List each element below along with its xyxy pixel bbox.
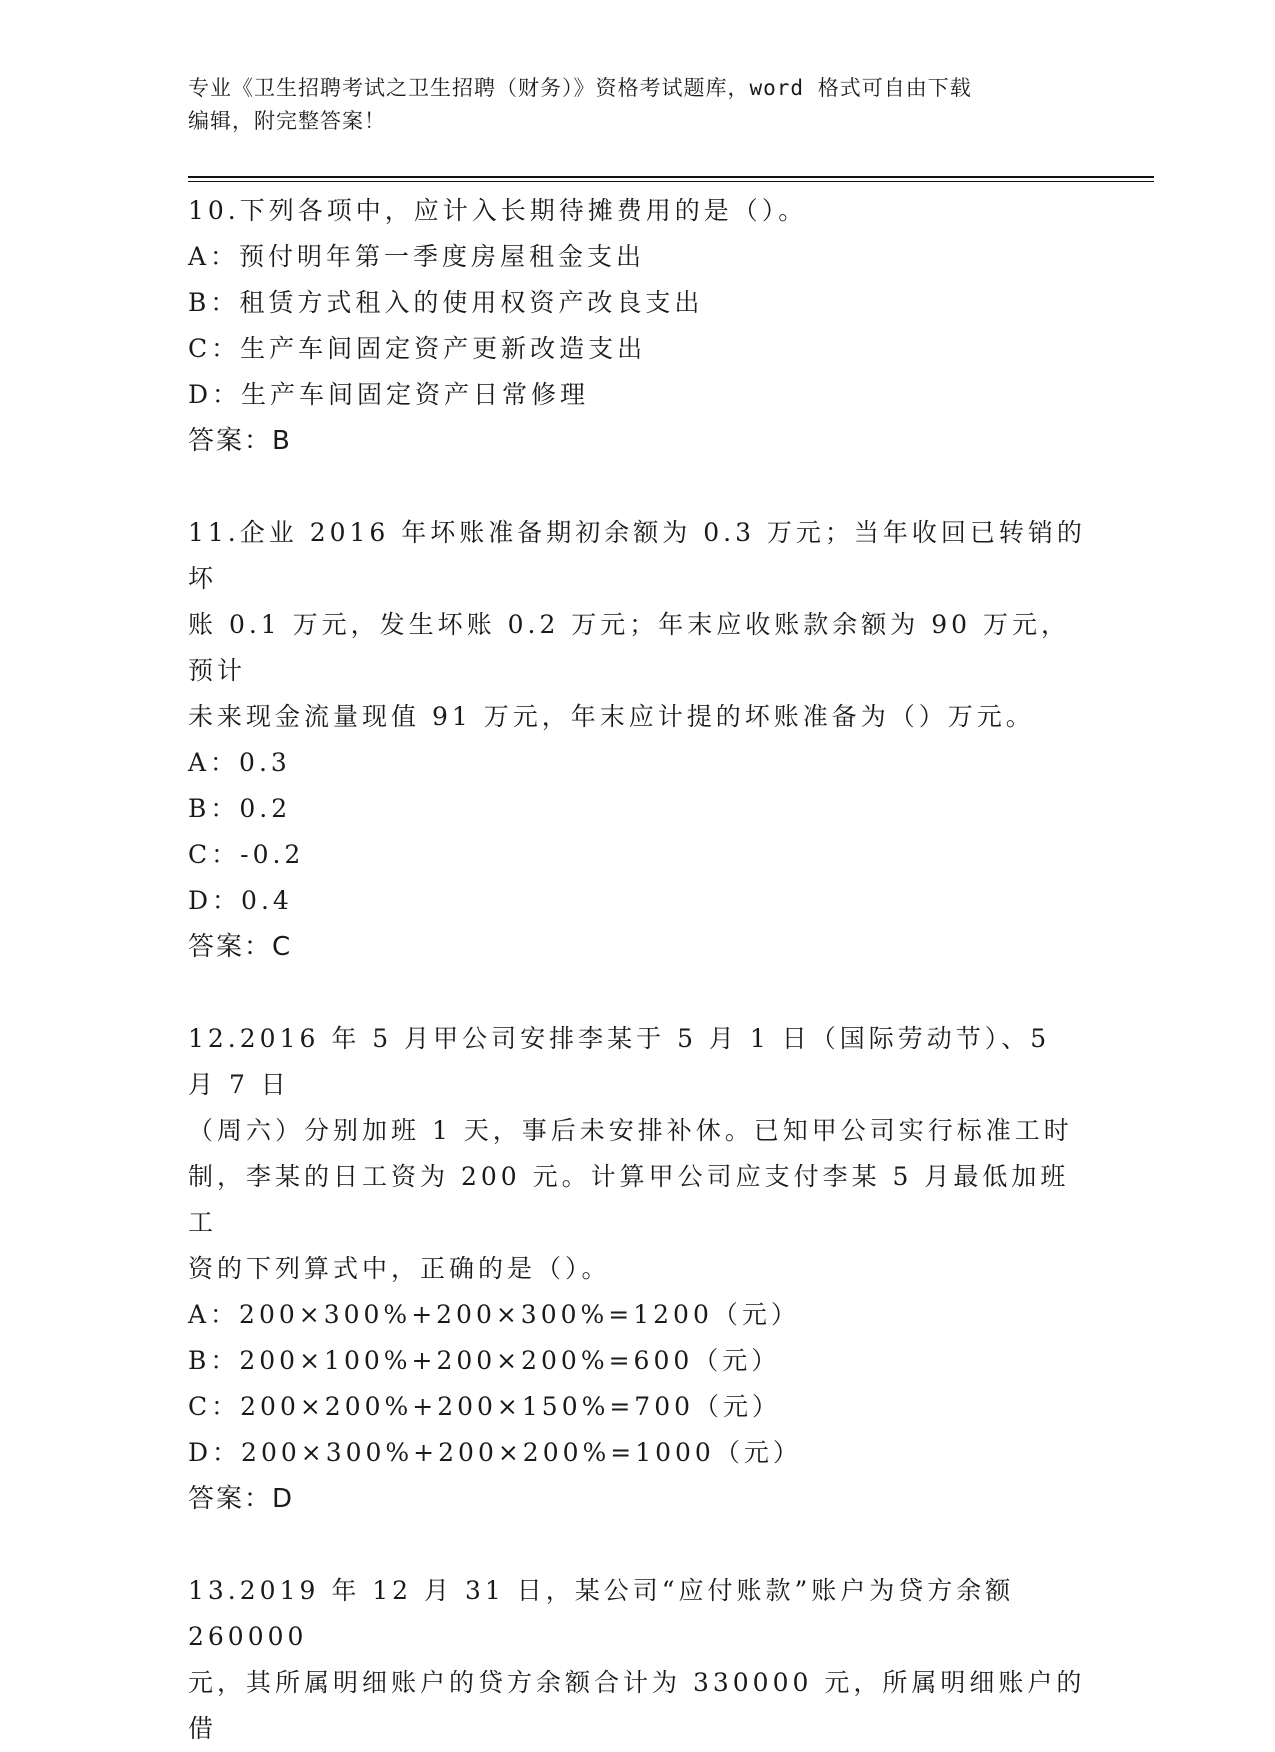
header-line-1: 专业《卫生招聘考试之卫生招聘（财务）》资格考试题库，word 格式可自由下载 — [188, 76, 972, 100]
question-12 — [188, 1016, 1088, 1522]
question-stem-line: 未来现金流量现值 91 万元，年末应计提的坏账准备为（）万元。 — [188, 702, 1035, 731]
question-stem-line: 10.下列各项中，应计入长期待摊费用的是（）。 — [188, 196, 808, 225]
question-11 — [188, 510, 1088, 970]
option-b: B：租赁方式租入的使用权资产改良支出 — [188, 288, 704, 317]
question-stem-line: 13.2019 年 12 月 31 日，某公司“应付账款”账户为贷方余额 260000 — [188, 1576, 1015, 1651]
question-stem-line: （周六）分别加班 1 天，事后未安排补休。已知甲公司实行标准工时 — [188, 1116, 1073, 1145]
question-stem-line: 资的下列算式中，正确的是（）。 — [188, 1254, 611, 1283]
question-10 — [188, 188, 1088, 464]
question-spacer — [188, 464, 1088, 510]
question-stem-line: 11.企业 2016 年坏账准备期初余额为 0.3 万元；当年收回已转销的坏 — [188, 518, 1086, 593]
option-c: C：200×200%+200×150%=700（元） — [188, 1392, 782, 1421]
question-stem-line: 元，其所属明细账户的贷方余额合计为 330000 元，所属明细账户的借 — [188, 1668, 1086, 1743]
option-a: A：200×300%+200×300%=1200（元） — [188, 1300, 800, 1329]
option-c: C：-0.2 — [188, 840, 305, 869]
question-13 — [188, 1568, 1088, 1752]
header-line-2: 编辑，附完整答案！ — [188, 109, 386, 133]
option-a: A：预付明年第一季度房屋租金支出 — [188, 242, 646, 271]
option-a: A：0.3 — [188, 748, 291, 777]
option-c: C：生产车间固定资产更新改造支出 — [188, 334, 647, 363]
option-b: B：200×100%+200×200%=600（元） — [188, 1346, 781, 1375]
question-spacer — [188, 970, 1088, 1016]
question-spacer — [188, 1522, 1088, 1568]
answer-line: 答案：B — [188, 426, 292, 456]
document-header — [188, 72, 1088, 138]
option-b: B：0.2 — [188, 794, 292, 823]
option-d: D：生产车间固定资产日常修理 — [188, 380, 590, 409]
option-d: D：0.4 — [188, 886, 293, 915]
question-list — [188, 188, 1088, 1752]
option-d: D：200×300%+200×200%=1000（元） — [188, 1438, 802, 1467]
header-divider — [188, 176, 1154, 182]
question-stem-line: 12.2016 年 5 月甲公司安排李某于 5 月 1 日（国际劳动节）、5 月 7 日 — [188, 1024, 1051, 1099]
question-stem-line: 账 0.1 万元，发生坏账 0.2 万元；年末应收账款余额为 90 万元，预计 — [188, 610, 1071, 685]
answer-line: 答案：D — [188, 1484, 295, 1514]
answer-line: 答案：C — [188, 932, 293, 962]
question-stem-line: 制，李某的日工资为 200 元。计算甲公司应支付李某 5 月最低加班工 — [188, 1162, 1070, 1237]
